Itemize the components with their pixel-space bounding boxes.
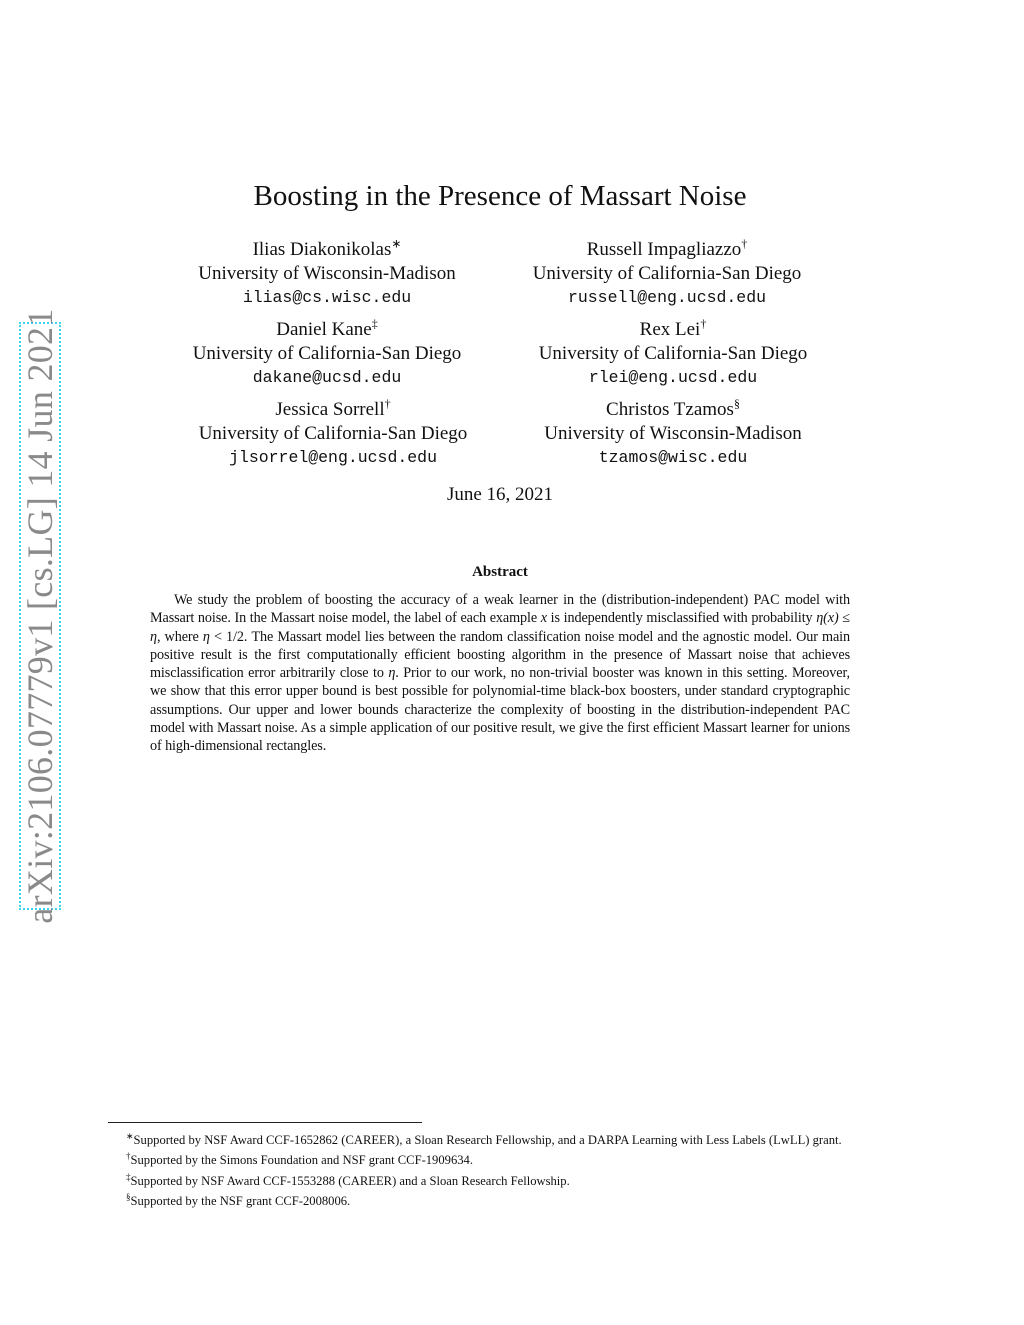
author-name: Russell Impagliazzo [586, 239, 742, 260]
footnote [108, 1189, 894, 1209]
author-email[interactable]: rlei@eng.ucsd.edu [588, 368, 758, 387]
math-var: η [150, 628, 157, 645]
author-block [503, 398, 843, 470]
author-block [497, 238, 837, 310]
footnotes [108, 1128, 894, 1210]
footnote-mark: § [733, 396, 740, 411]
abstract-text: We study the problem of boosting the accuracy of a weak learner in the (distribution-independent) PAC model with Massart noise. In the Massart noise model, the label of each example [150, 592, 850, 627]
abstract-body [150, 591, 850, 756]
math-var: η [388, 665, 396, 682]
author-block [163, 398, 503, 470]
author-name: Rex Lei [639, 319, 701, 340]
footnote-divider [108, 1122, 422, 1123]
footnote-mark: ‡ [126, 1171, 131, 1182]
footnote-mark: † [384, 396, 391, 411]
paper-date: June 16, 2021 [446, 484, 554, 505]
author-name: Jessica Sorrell [275, 399, 385, 420]
abstract-text: ≤ [838, 610, 850, 627]
abstract-text: is independently misclassified with probability [546, 610, 817, 627]
footnote [108, 1148, 894, 1168]
footnote-mark: § [126, 1192, 131, 1203]
author-affiliation: University of Wisconsin-Madison [198, 263, 456, 284]
author-email[interactable]: ilias@cs.wisc.edu [242, 288, 412, 307]
author-affiliation: University of California-San Diego [198, 423, 468, 444]
math-var: η [202, 628, 210, 645]
abstract-text: . Prior to our work, no non-trivial booster was known in this setting. Moreover, we show that this error upper bound is best possible for polynomial-time black-box boosters, under standard cryptographic assumptions. Our upper and lower bounds characterize the complexity of boosting in the distribution-independent PAC model with Massart noise. As a simple application of our positive result, we give the first efficient Massart learner for unions of high-dimensional rectangles. [150, 665, 850, 755]
footnote-mark: † [700, 316, 707, 331]
footnote-mark: ∗ [391, 236, 402, 251]
footnote-mark: † [126, 1151, 131, 1162]
author-block [157, 318, 497, 390]
author-affiliation: University of California-San Diego [538, 343, 808, 364]
author-affiliation: University of California-San Diego [192, 343, 462, 364]
footnote-mark: ∗ [126, 1131, 134, 1141]
abstract-heading: Abstract [472, 564, 528, 580]
author-email[interactable]: dakane@ucsd.edu [252, 368, 402, 387]
paper-title: Boosting in the Presence of Massart Noise [253, 180, 747, 212]
footnote [108, 1169, 894, 1189]
math-var: η(x) [816, 610, 839, 627]
math-var: x [540, 610, 547, 627]
author-affiliation: University of Wisconsin-Madison [544, 423, 802, 444]
abstract-text: < 1/2. The Massart model lies between the random classification noise model and the agnostic model. Our main positive result is the first computationally efficient boosting algorithm in the presence of Massart noise that achieves misclassification error arbitrarily close to [150, 628, 851, 682]
footnote-text: Supported by NSF Award CCF-1553288 (CAREER) and a Sloan Research Fellowship. [130, 1174, 570, 1189]
author-block [157, 238, 497, 310]
footnote-text: Supported by NSF Award CCF-1652862 (CAREER), a Sloan Research Fellowship, and a DARPA Learning with Less Labels (LwLL) grant. [133, 1133, 842, 1148]
author-email[interactable]: tzamos@wisc.edu [598, 448, 748, 467]
footnote-text: Supported by the NSF grant CCF-2008006. [130, 1194, 351, 1209]
footnote-mark: † [741, 236, 748, 251]
author-name: Christos Tzamos [606, 399, 734, 420]
author-affiliation: University of California-San Diego [532, 263, 802, 284]
footnote-mark: ‡ [371, 316, 378, 331]
author-email[interactable]: russell@eng.ucsd.edu [567, 288, 767, 307]
footnote-text: Supported by the Simons Foundation and NSF grant CCF-1909634. [130, 1153, 473, 1168]
footnote [108, 1128, 894, 1148]
author-email[interactable]: jlsorrel@eng.ucsd.edu [229, 448, 437, 467]
arxiv-stamp: arXiv:2106.07779v1 [cs.LG] 14 Jun 2021 [20, 308, 60, 924]
author-name: Daniel Kane [276, 319, 372, 340]
author-name: Ilias Diakonikolas [252, 239, 392, 260]
abstract-text: , where [156, 628, 203, 645]
author-block [503, 318, 843, 390]
